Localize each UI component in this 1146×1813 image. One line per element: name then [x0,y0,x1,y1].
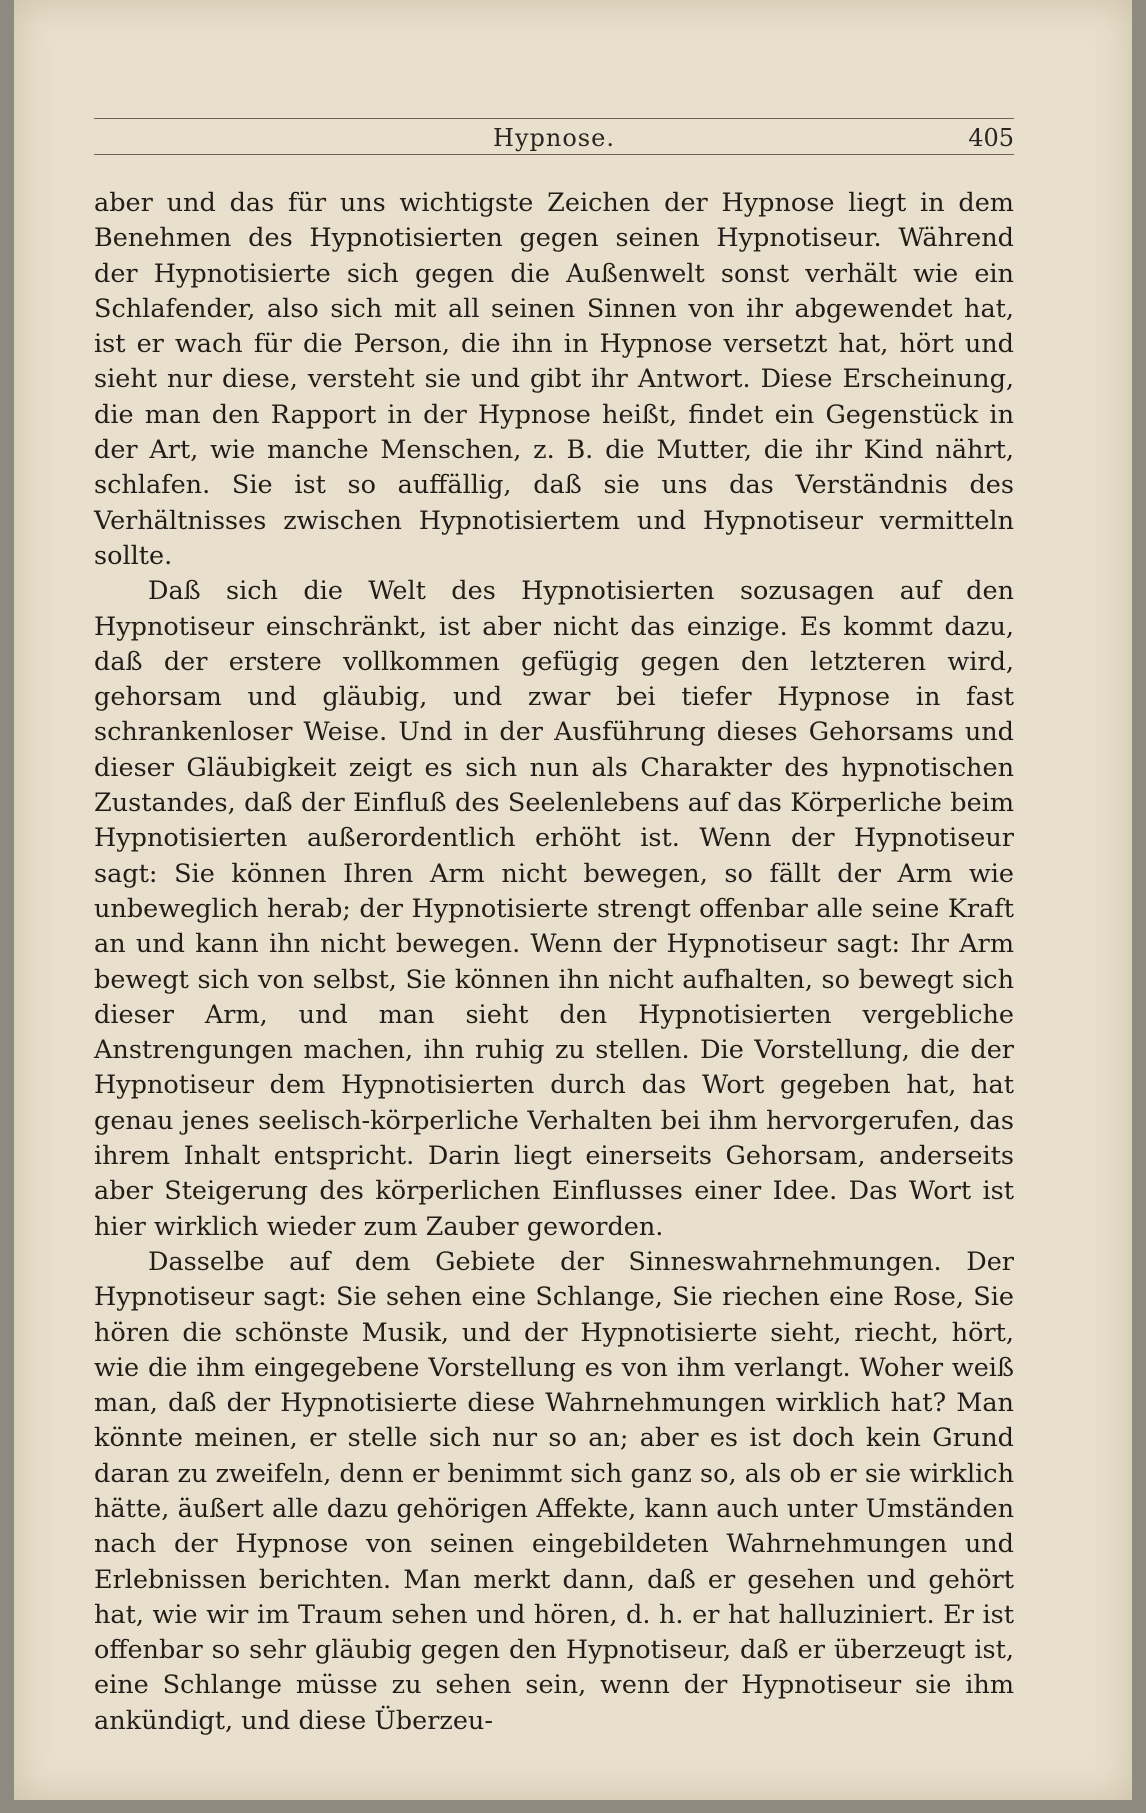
running-head: Hypnose. [493,124,615,152]
body-text [94,186,1014,1739]
paragraph-1: aber und das für uns wichtigste Zeichen der Hypnose liegt in dem Benehmen des Hypnotisierten gegen seinen Hypnotiseur. Während der Hypnotisierte sich gegen die Außenwelt sonst verhält wie ein Schlafender, also sich mit all seinen Sinnen von ihr abgewendet hat, ist er wach für die Person, die ihn in Hypnose versetzt hat, hört und sieht nur diese, versteht sie und gibt ihr Antwort. Diese Erscheinung, die man den Rapport in der Hypnose heißt, findet ein Gegenstück in der Art, wie manche Menschen, z. B. die Mutter, die ihr Kind nährt, schlafen. Sie ist so auffällig, daß sie uns das Verständnis des Verhältnisses zwischen Hypnotisiertem und Hypnotiseur vermitteln sollte. [94,188,1014,571]
paragraph-3: Dasselbe auf dem Gebiete der Sinneswahrnehmungen. Der Hypnotiseur sagt: Sie sehen eine Schlange, Sie riechen eine Rose, Sie hören die schönste Musik, und der Hypnotisierte sieht, riecht, hört, wie die ihm eingegebene Vorstellung es von ihm verlangt. Woher weiß man, daß der Hypnotisierte diese Wahrnehmungen wirklich hat? Man könnte meinen, er stelle sich nur so an; aber es ist doch kein Grund daran zu zweifeln, denn er benimmt sich ganz so, als ob er sie wirklich hätte, äußert alle dazu gehörigen Affekte, kann auch unter Umständen nach der Hypnose von seinen eingebildeten Wahrnehmungen und Erlebnissen berichten. Man merkt dann, daß er gesehen und gehört hat, wie wir im Traum sehen und hören, d. h. er hat halluziniert. Er ist offenbar so sehr gläubig gegen den Hypnotiseur, daß er überzeugt ist, eine Schlange müsse zu sehen sein, wenn der Hypnotiseur sie ihm ankündigt, und diese Überzeu- [94,1246,1014,1736]
header-rule-top [94,118,1014,119]
paragraph-2: Daß sich die Welt des Hypnotisierten sozusagen auf den Hypnotiseur einschränkt, ist aber nicht das einzige. Es kommt dazu, daß der erstere vollkommen gefügig gegen den letzteren wird, gehorsam und gläubig, und zwar bei tiefer Hypnose in fast schrankenloser Weise. Und in der Ausführung dieses Gehorsams und dieser Gläubigkeit zeigt es sich nun als Charakter des hypnotischen Zustandes, daß der Einfluß des Seelenlebens auf das Körperliche beim Hypnotisierten außerordentlich erhöht ist. Wenn der Hypnotiseur sagt: Sie können Ihren Arm nicht bewegen, so fällt der Arm wie unbeweglich herab; der Hypnotisierte strengt offenbar alle seine Kraft an und kann ihn nicht bewegen. Wenn der Hypnotiseur sagt: Ihr Arm bewegt sich von selbst, Sie können ihn nicht aufhalten, so bewegt sich dieser Arm, und man sieht den Hypnotisierten vergebliche Anstrengungen machen, ihn ruhig zu stellen. Die Vorstellung, die der Hypnotiseur dem Hypnotisierten durch das Wort gegeben hat, hat genau jenes seelisch-körperliche Verhalten bei ihm hervorgerufen, das ihrem Inhalt entspricht. Darin liegt einerseits Gehorsam, anderseits aber Steigerung des körperlichen Einflusses einer Idee. Das Wort ist hier wirklich wieder zum Zauber geworden. [94,576,1014,1242]
page-number: 405 [968,124,1014,152]
page-header [94,98,1014,158]
header-rule-bottom [94,154,1014,155]
